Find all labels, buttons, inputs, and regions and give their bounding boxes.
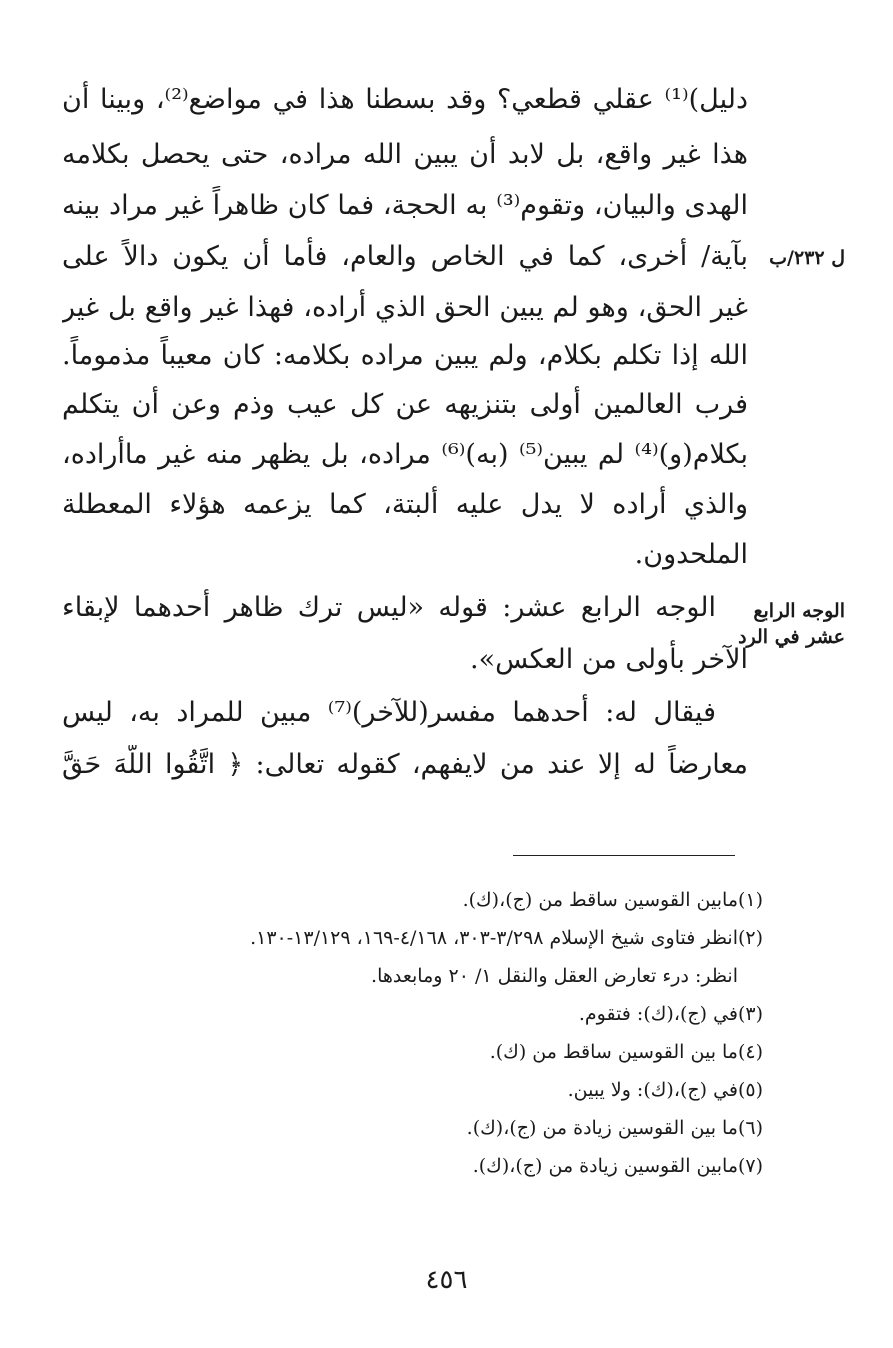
footnote-number-1: (١) [737, 889, 763, 911]
footnote-number-4: (٤) [737, 1041, 763, 1063]
footnote-text-3: في (ج)،(ك): فتقوم. [578, 1003, 738, 1025]
footnote-number-7: (٧) [737, 1155, 763, 1177]
margin-section-note-line-1: الوجه الرابع [753, 600, 845, 622]
footnote-text-7: مابين القوسين زيادة من (ج)،(ك). [472, 1155, 738, 1177]
footnote-number-2: (٢) [737, 927, 763, 949]
footnote-number-6: (٦) [737, 1117, 763, 1139]
footnote-text-6: ما بين القوسين زيادة من (ج)،(ك). [466, 1117, 738, 1139]
page-number: ٤٥٦ [425, 1265, 468, 1295]
body-line-9: والذي أراده لا يدل عليه ألبتة، كما يزعمه هؤلاء المعطلة [62, 489, 748, 520]
body-line-6: الله إذا تكلم بكلام، ولم يبين مراده بكلامه: كان معيباً مذموماً. [62, 340, 748, 371]
footnote-separator [513, 855, 735, 856]
footnote-text-2-continued: انظر: درء تعارض العقل والنقل ١/ ٢٠ ومابعدها. [371, 965, 738, 987]
body-line-5: غير الحق، وهو لم يبين الحق الذي أراده، فهذا غير واقع بل غير [62, 292, 748, 323]
folio-marker: ل ٢٣٢/ب [769, 247, 845, 269]
footnote-text-4: ما بين القوسين ساقط من (ك). [489, 1041, 738, 1063]
section-heading-line-2: الآخر بأولى من العكس». [470, 644, 748, 675]
footnote-number-3: (٣) [737, 1003, 763, 1025]
footnote-text-5: في (ج)،(ك): ولا يبين. [567, 1079, 738, 1101]
body-line-10: الملحدون. [634, 539, 748, 570]
body-line-2: هذا غير واقع، بل لابد أن يبين الله مراده، حتى يحصل بكلامه [62, 139, 748, 170]
footnote-number-5: (٥) [737, 1079, 763, 1101]
footnote-text-2: انظر فتاوى شيخ الإسلام ٣/٢٩٨-٣٠٣، ٤/١٦٨-١٦٩، ١٣/١٢٩-١٣٠. [250, 927, 738, 949]
body-line-14: معارضاً له إلا عند من لايفهم، كقوله تعالى: ﴿ اتَّقُوا اللَّهَ حَقَّ [62, 749, 748, 780]
body-line-3: الهدى والبيان، وتقوم⁽³⁾ به الحجة، فما كان ظاهراً غير مراد بينه [62, 190, 748, 221]
body-line-4: بآية/ أخرى، كما في الخاص والعام، فأما أن يكون دالاً على [62, 241, 748, 272]
footnote-text-1: مابين القوسين ساقط من (ج)،(ك). [462, 889, 738, 911]
body-line-8: بكلام(و)⁽⁴⁾ لم يبين⁽⁵⁾ (به)⁽⁶⁾ مراده، بل يظهر منه غير ماأراده، [62, 439, 748, 470]
body-line-13: فيقال له: أحدهما مفسر(للآخر)⁽⁷⁾ مبين للمراد به، ليس [62, 697, 716, 728]
body-line-1: دليل)⁽¹⁾ عقلي قطعي؟ وقد بسطنا هذا في مواضع⁽²⁾، وبينا أن [62, 84, 748, 115]
margin-section-note-line-2: عشر في الرد [738, 626, 845, 648]
body-line-7: فرب العالمين أولى بتنزيهه عن كل عيب وذم وعن أن يتكلم [62, 389, 748, 420]
section-heading-line-1: الوجه الرابع عشر: قوله «ليس ترك ظاهر أحدهما لإبقاء [62, 592, 716, 623]
